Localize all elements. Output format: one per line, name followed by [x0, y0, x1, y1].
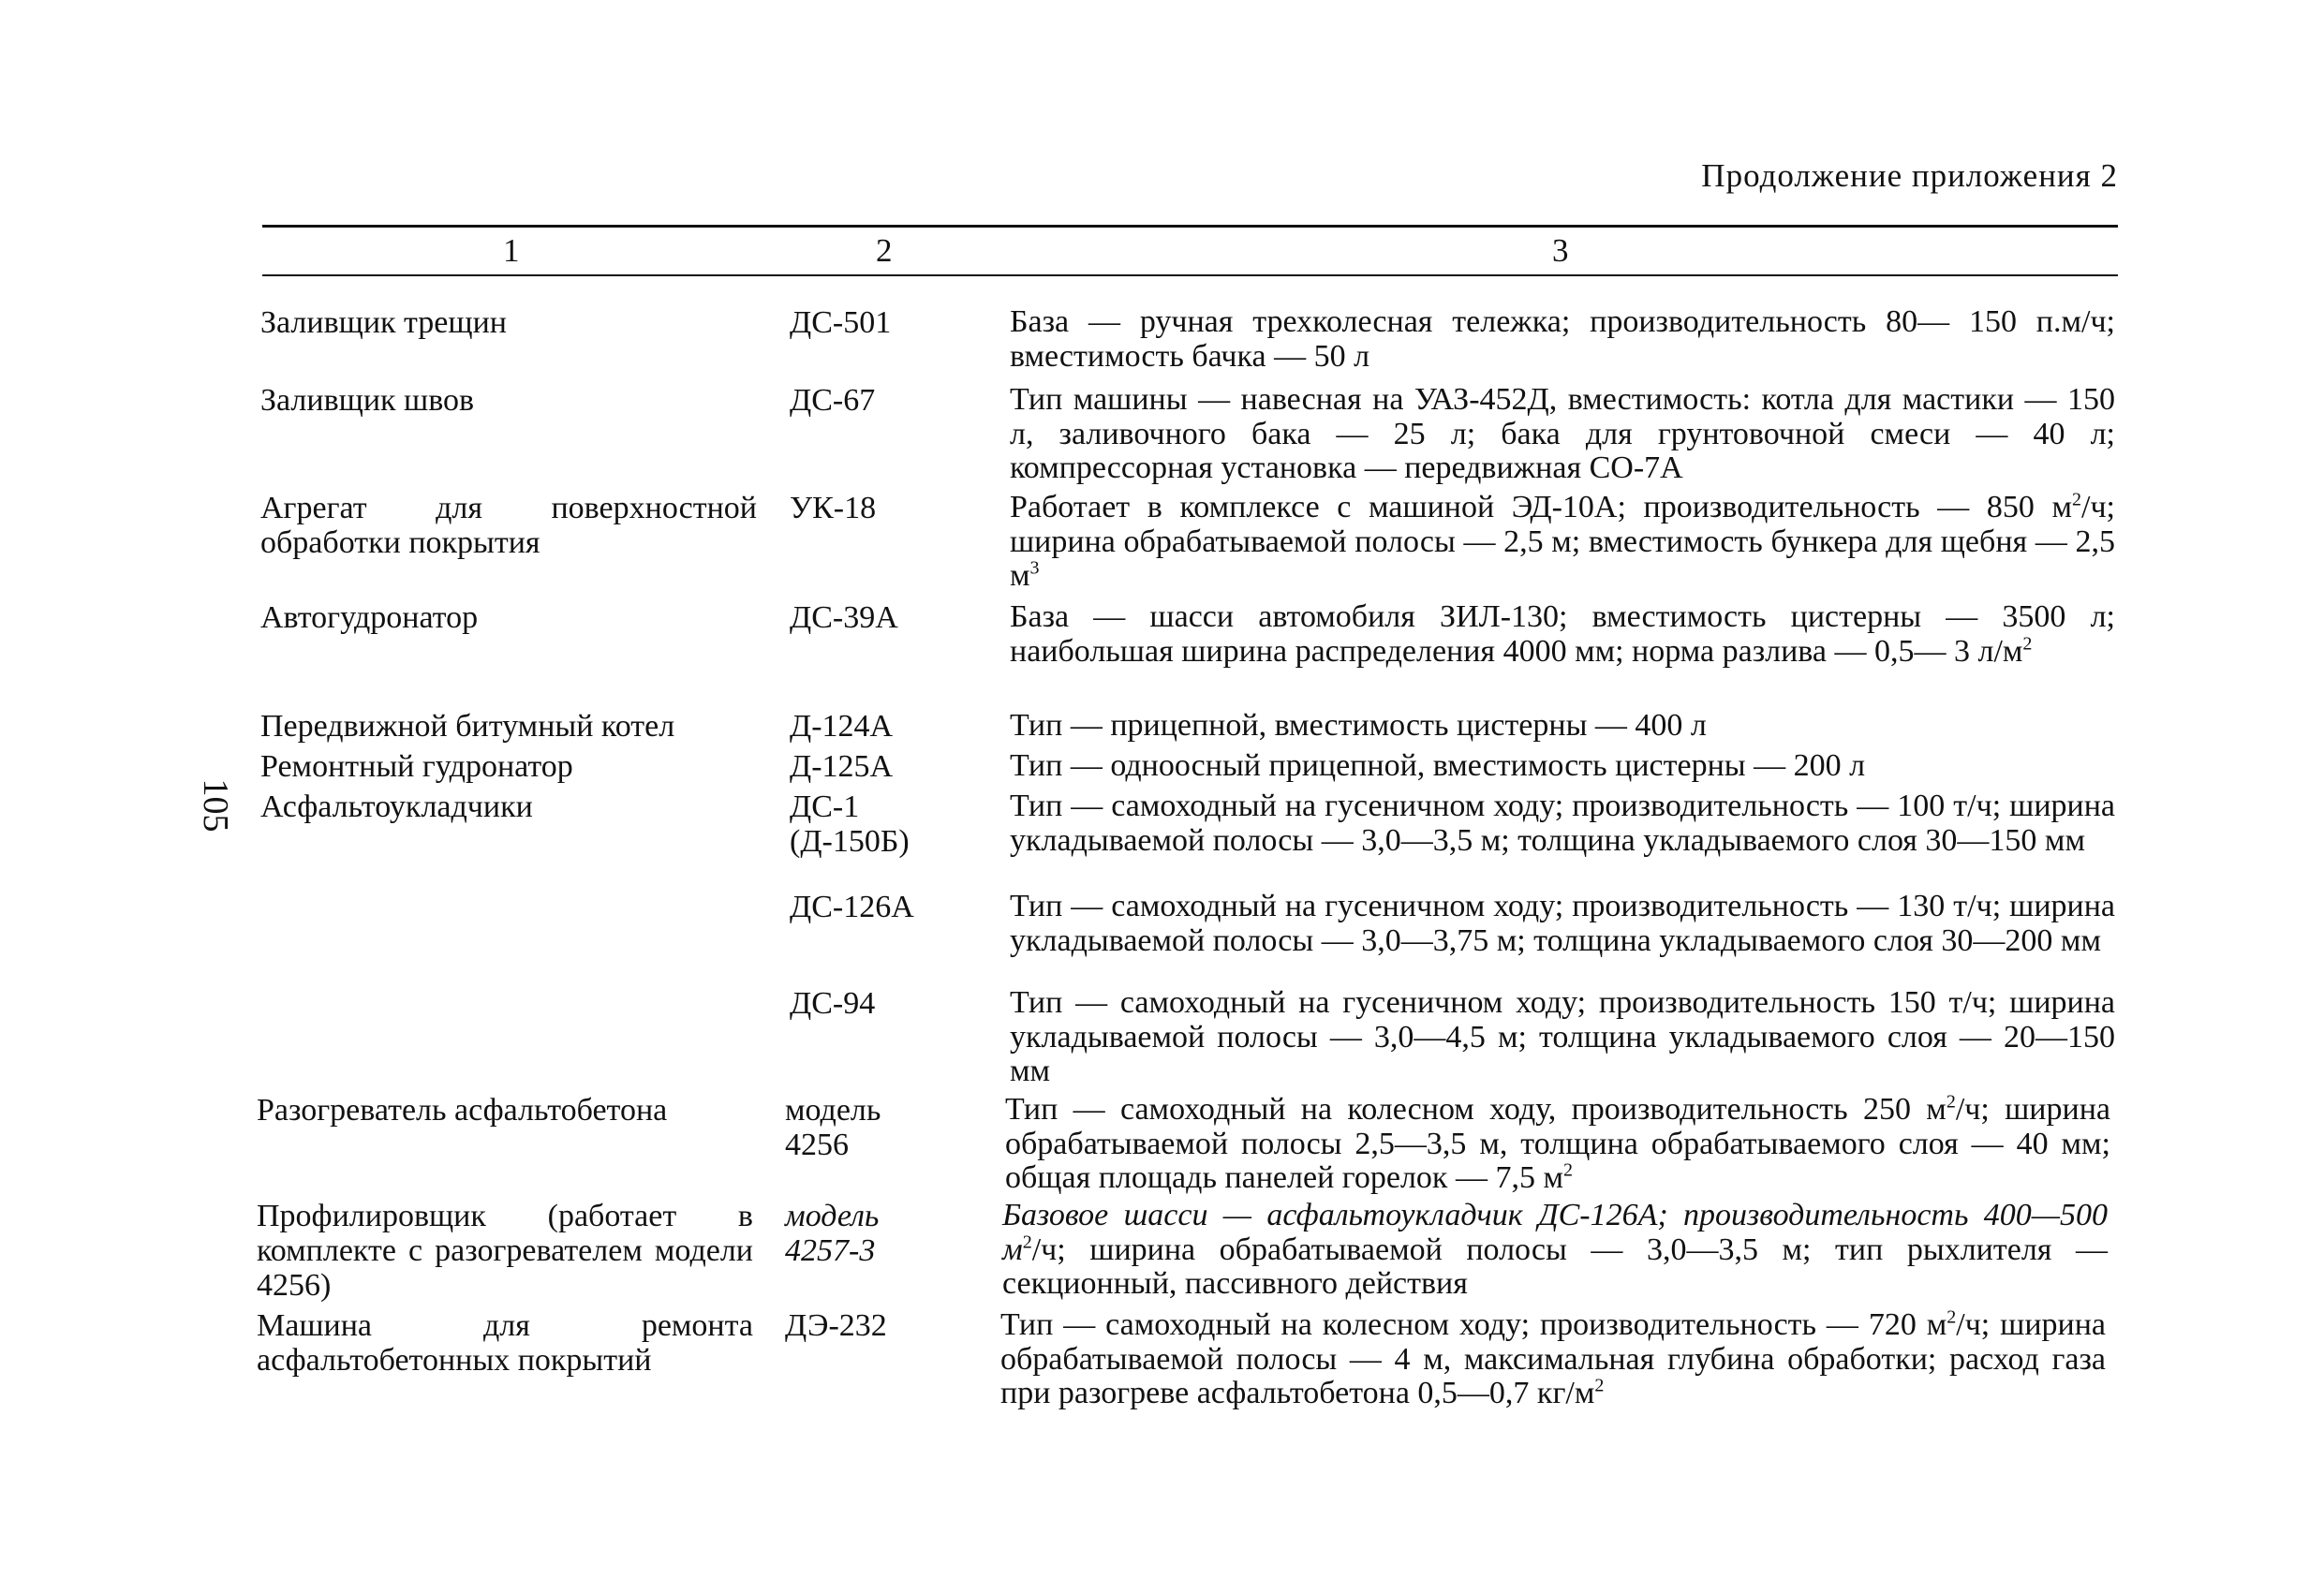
- row-name: Агрегат для поверхностной обработки покрытия: [260, 491, 757, 560]
- row-model: ДС-39А: [790, 600, 898, 635]
- desc-text: Базовое шасси — асфальтоукладчик ДС-126А; производительность 400—500 м: [1002, 1198, 2108, 1267]
- row-name: Профилировщик (работает в комплекте с разогревателем модели 4256): [257, 1199, 753, 1303]
- row-description: [1000, 1308, 2106, 1411]
- desc-text: /ч; ширина обрабатываемой полосы 2,5—3,5 м, толщина обрабатываемого слоя — 40 мм; общая площадь панелей горелок — 7,5 м: [1005, 1092, 2110, 1195]
- row-name: Автогудронатор: [260, 600, 479, 635]
- desc-text: Работает в комплексе с машиной ЭД-10А; производительность — 850 м: [1010, 490, 2072, 524]
- row-description: [1010, 600, 2115, 669]
- row-model: ДС-126А: [790, 890, 914, 924]
- superscript: 3: [1029, 557, 1040, 579]
- row-description: База — ручная трехколесная тележка; производительность 80— 150 п.м/ч; вместимость бачка — 50 л: [1010, 304, 2115, 374]
- table-top-rule: [262, 225, 2118, 228]
- row-description: Тип машины — навесная на УАЗ-452Д, вместимость: котла для мастики — 150 л, заливочного бака — 25 л; бака для грунтовочной смеси — 40 л; компрессорная установка — передвижная СО-7А: [1010, 382, 2115, 485]
- desc-text: Тип — самоходный на колесном ходу; производительность — 720 м: [1000, 1307, 1947, 1342]
- table-header-rule: [262, 274, 2118, 276]
- row-name: Заливщик швов: [260, 383, 475, 418]
- row-name: Разогреватель асфальтобетона: [257, 1093, 668, 1128]
- row-name: Асфальтоукладчики: [260, 789, 533, 824]
- row-model: ДС-1 (Д-150Б): [790, 789, 910, 859]
- desc-text: База — шасси автомобиля ЗИЛ-130; вместимость цистерны — 3500 л; наибольшая ширина распределения 4000 мм; норма разлива — 0,5— 3 л/м: [1010, 599, 2115, 669]
- row-description: [1005, 1093, 2110, 1196]
- row-model: УК-18: [790, 491, 877, 525]
- row-description: Тип — одноосный прицепной, вместимость цистерны — 200 л: [1010, 748, 1866, 783]
- superscript: 2: [1022, 1232, 1032, 1253]
- continuation-title: Продолжение приложения 2: [1701, 157, 2118, 194]
- row-model: ДС-501: [790, 305, 892, 340]
- column-header-1: 1: [503, 232, 520, 269]
- row-description: [1010, 491, 2115, 594]
- row-model: Д-124А: [790, 709, 894, 744]
- row-model: ДС-67: [790, 383, 876, 418]
- desc-text: /ч; ширина обрабатываемой полосы — 3,0—3,5 м; тип рыхлителя — секционный, пассивного действия: [1002, 1232, 2108, 1301]
- column-header-3: 3: [1552, 232, 1569, 269]
- superscript: 2: [1594, 1375, 1605, 1396]
- row-model: ДС-94: [790, 986, 876, 1021]
- row-name: Машина для ремонта асфальтобетонных покрытий: [257, 1308, 753, 1378]
- row-description: Тип — самоходный на гусеничном ходу; производительность — 130 т/ч; ширина укладываемой полосы — 3,0—3,75 м; толщина укладываемого слоя 30—200 мм: [1010, 889, 2115, 958]
- superscript: 2: [1947, 1306, 1957, 1328]
- desc-text: /ч; ширина обрабатываемой полосы — 2,5 м; вместимость бункера для щебня — 2,5 м: [1010, 490, 2115, 593]
- row-model: модель 4256: [785, 1093, 881, 1162]
- desc-text: Тип — самоходный на колесном ходу, производительность 250 м: [1005, 1092, 1947, 1127]
- superscript: 2: [1562, 1159, 1573, 1181]
- row-description: Тип — прицепной, вместимость цистерны — 400 л: [1010, 708, 1707, 743]
- row-description: Тип — самоходный на гусеничном ходу; производительность — 100 т/ч; ширина укладываемой полосы — 3,0—3,5 м; толщина укладываемого слоя 30—150 мм: [1010, 789, 2115, 858]
- superscript: 2: [1946, 1091, 1956, 1113]
- superscript: 2: [2022, 633, 2033, 655]
- row-model: ДЭ-232: [785, 1308, 887, 1343]
- page-number: 105: [196, 778, 235, 833]
- row-name: Передвижной битумный котел: [260, 709, 675, 744]
- desc-text: /ч; ширина обрабатываемой полосы — 4 м, максимальная глубина обработки; расход газа при разогреве асфальтобетона 0,5—0,7 кг/м: [1000, 1307, 2106, 1410]
- row-model: Д-125А: [790, 749, 894, 784]
- row-name: Ремонтный гудронатор: [260, 749, 573, 784]
- superscript: 2: [2072, 489, 2081, 510]
- row-description: Тип — самоходный на гусеничном ходу; производительность 150 т/ч; ширина укладываемой полосы — 3,0—4,5 м; толщина укладываемого слоя — 20—150 мм: [1010, 985, 2115, 1088]
- row-description: [1002, 1199, 2108, 1302]
- row-model: модель 4257-3: [785, 1199, 880, 1268]
- column-header-2: 2: [876, 232, 893, 269]
- row-name: Заливщик трещин: [260, 305, 507, 340]
